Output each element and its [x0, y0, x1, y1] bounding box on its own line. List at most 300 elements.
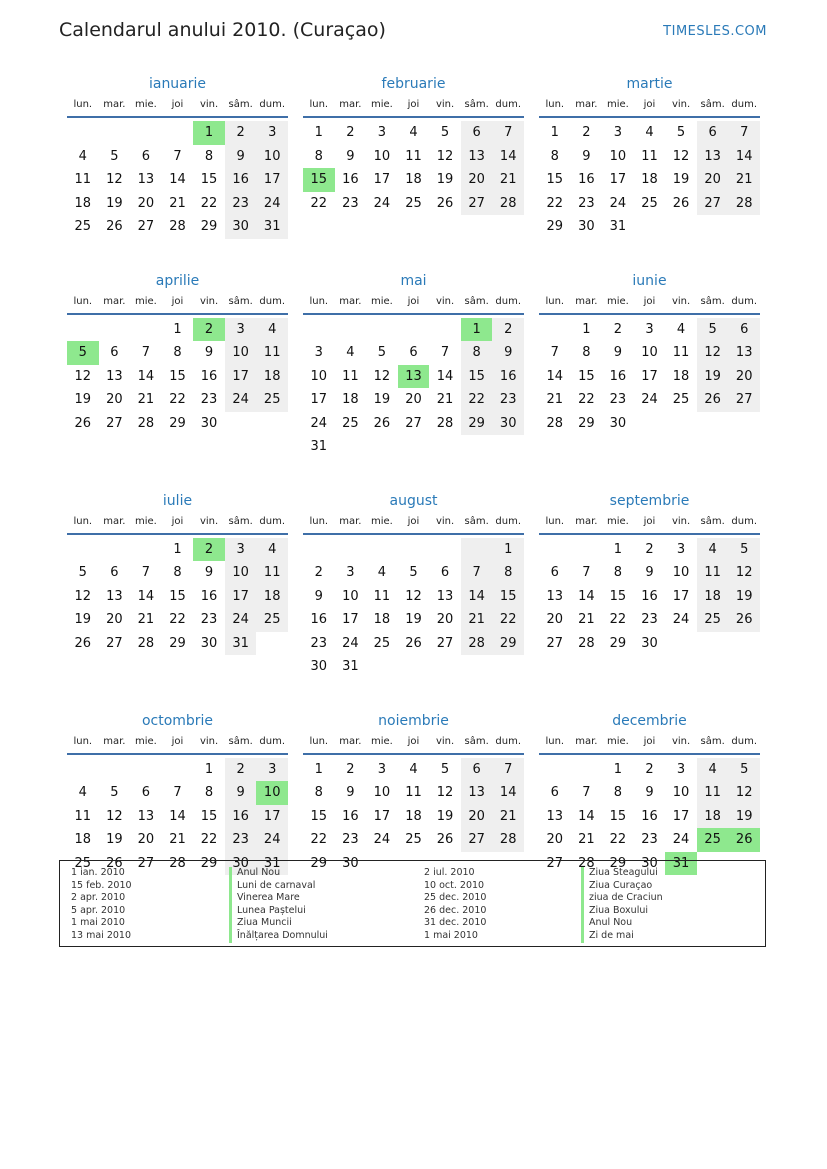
day-cell[interactable]: 7 — [461, 561, 493, 585]
day-cell[interactable]: 10 — [310, 368, 328, 384]
day-cell[interactable]: 16 — [342, 172, 359, 188]
day-cell[interactable]: 12 — [436, 785, 454, 801]
day-cell[interactable]: 13 — [546, 588, 564, 604]
day-cell[interactable]: 18 — [256, 365, 288, 389]
day-cell[interactable]: 14 — [461, 585, 493, 609]
day-cell[interactable]: 11 — [256, 561, 288, 585]
day-cell[interactable]: 23 — [492, 388, 524, 412]
day-cell[interactable]: 30 — [609, 415, 627, 431]
day-cell[interactable]: 14 — [137, 368, 155, 384]
day-cell[interactable]: 2 — [645, 761, 654, 777]
day-cell[interactable]: 27 — [461, 192, 493, 216]
day-cell[interactable]: 15 — [609, 588, 627, 604]
day-cell[interactable]: 21 — [578, 612, 595, 628]
day-cell[interactable]: 14 — [436, 368, 454, 384]
day-cell[interactable]: 30 — [310, 659, 328, 675]
day-cell[interactable]: 5 — [78, 565, 87, 581]
day-cell[interactable]: 31 — [342, 659, 359, 675]
day-cell[interactable]: 8 — [461, 341, 493, 365]
day-cell[interactable]: 22 — [169, 612, 186, 628]
day-cell[interactable]: 30 — [492, 412, 524, 436]
day-cell[interactable]: 28 — [169, 219, 186, 235]
day-cell[interactable]: 22 — [200, 832, 218, 848]
day-cell[interactable]: 6 — [461, 121, 493, 145]
day-cell[interactable]: 6 — [728, 318, 760, 342]
holiday-day-cell[interactable]: 31 — [665, 852, 697, 876]
day-cell[interactable]: 20 — [106, 612, 123, 628]
day-cell[interactable]: 12 — [436, 148, 454, 164]
day-cell[interactable]: 11 — [405, 785, 422, 801]
day-cell[interactable]: 14 — [169, 172, 186, 188]
day-cell[interactable]: 24 — [373, 832, 391, 848]
day-cell[interactable]: 19 — [697, 365, 729, 389]
day-cell[interactable]: 10 — [256, 145, 288, 169]
day-cell[interactable]: 9 — [613, 345, 623, 361]
day-cell[interactable]: 25 — [342, 415, 359, 431]
day-cell[interactable]: 23 — [342, 832, 359, 848]
day-cell[interactable]: 15 — [200, 172, 218, 188]
day-cell[interactable]: 12 — [728, 561, 760, 585]
day-cell[interactable]: 14 — [169, 808, 186, 824]
day-cell[interactable]: 1 — [314, 761, 323, 777]
day-cell[interactable]: 20 — [546, 832, 564, 848]
day-cell[interactable]: 21 — [436, 392, 454, 408]
day-cell[interactable]: 6 — [461, 758, 493, 782]
day-cell[interactable]: 28 — [137, 415, 155, 431]
day-cell[interactable]: 19 — [74, 612, 92, 628]
holiday-day-cell[interactable]: 2 — [193, 538, 225, 562]
day-cell[interactable]: 28 — [728, 192, 760, 216]
day-cell[interactable]: 11 — [405, 148, 422, 164]
day-cell[interactable]: 25 — [74, 855, 92, 871]
day-cell[interactable]: 20 — [137, 195, 155, 211]
day-cell[interactable]: 10 — [225, 561, 257, 585]
day-cell[interactable]: 14 — [492, 145, 524, 169]
day-cell[interactable]: 31 — [256, 215, 288, 239]
holiday-day-cell[interactable]: 15 — [303, 168, 335, 192]
day-cell[interactable]: 10 — [609, 148, 627, 164]
day-cell[interactable]: 29 — [310, 855, 328, 871]
day-cell[interactable]: 25 — [641, 195, 658, 211]
day-cell[interactable]: 15 — [609, 808, 627, 824]
day-cell[interactable]: 8 — [204, 785, 214, 801]
day-cell[interactable]: 10 — [641, 345, 658, 361]
day-cell[interactable]: 24 — [225, 388, 257, 412]
day-cell[interactable]: 28 — [461, 632, 493, 656]
day-cell[interactable]: 26 — [373, 415, 391, 431]
day-cell[interactable]: 25 — [256, 388, 288, 412]
day-cell[interactable]: 17 — [256, 805, 288, 829]
day-cell[interactable]: 12 — [74, 588, 92, 604]
day-cell[interactable]: 23 — [641, 832, 658, 848]
day-cell[interactable]: 24 — [373, 195, 391, 211]
day-cell[interactable]: 29 — [492, 632, 524, 656]
day-cell[interactable]: 18 — [342, 392, 359, 408]
day-cell[interactable]: 17 — [672, 588, 690, 604]
day-cell[interactable]: 19 — [373, 392, 391, 408]
day-cell[interactable]: 18 — [672, 368, 690, 384]
day-cell[interactable]: 2 — [346, 125, 355, 141]
day-cell[interactable]: 4 — [78, 785, 87, 801]
day-cell[interactable]: 6 — [141, 148, 151, 164]
day-cell[interactable]: 12 — [728, 781, 760, 805]
day-cell[interactable]: 14 — [492, 781, 524, 805]
day-cell[interactable]: 30 — [225, 215, 257, 239]
day-cell[interactable]: 19 — [74, 392, 92, 408]
day-cell[interactable]: 4 — [346, 345, 355, 361]
day-cell[interactable]: 29 — [169, 635, 186, 651]
day-cell[interactable]: 4 — [697, 538, 729, 562]
day-cell[interactable]: 12 — [106, 808, 123, 824]
day-cell[interactable]: 5 — [728, 758, 760, 782]
day-cell[interactable]: 16 — [225, 168, 257, 192]
day-cell[interactable]: 7 — [173, 785, 182, 801]
day-cell[interactable]: 22 — [461, 388, 493, 412]
day-cell[interactable]: 6 — [409, 345, 418, 361]
day-cell[interactable]: 4 — [409, 761, 418, 777]
day-cell[interactable]: 11 — [342, 368, 359, 384]
day-cell[interactable]: 22 — [546, 195, 564, 211]
day-cell[interactable]: 17 — [310, 392, 328, 408]
day-cell[interactable]: 15 — [169, 588, 186, 604]
day-cell[interactable]: 13 — [106, 368, 123, 384]
day-cell[interactable]: 20 — [137, 832, 155, 848]
day-cell[interactable]: 18 — [641, 172, 658, 188]
day-cell[interactable]: 27 — [461, 828, 493, 852]
day-cell[interactable]: 2 — [314, 565, 323, 581]
day-cell[interactable]: 27 — [137, 855, 155, 871]
day-cell[interactable]: 13 — [137, 808, 155, 824]
day-cell[interactable]: 17 — [672, 808, 690, 824]
day-cell[interactable]: 23 — [578, 195, 595, 211]
day-cell[interactable]: 27 — [106, 635, 123, 651]
day-cell[interactable]: 24 — [641, 392, 658, 408]
day-cell[interactable]: 17 — [342, 612, 359, 628]
day-cell[interactable]: 8 — [613, 565, 623, 581]
day-cell[interactable]: 20 — [546, 612, 564, 628]
day-cell[interactable]: 2 — [346, 761, 355, 777]
day-cell[interactable]: 9 — [346, 148, 355, 164]
day-cell[interactable]: 9 — [225, 145, 257, 169]
day-cell[interactable]: 16 — [200, 368, 218, 384]
day-cell[interactable]: 20 — [461, 805, 493, 829]
day-cell[interactable]: 31 — [310, 439, 328, 455]
day-cell[interactable]: 27 — [697, 192, 729, 216]
day-cell[interactable]: 20 — [405, 392, 422, 408]
day-cell[interactable]: 29 — [200, 219, 218, 235]
day-cell[interactable]: 5 — [377, 345, 387, 361]
holiday-day-cell[interactable]: 2 — [193, 318, 225, 342]
day-cell[interactable]: 28 — [169, 855, 186, 871]
day-cell[interactable]: 28 — [546, 415, 564, 431]
day-cell[interactable]: 30 — [641, 855, 658, 871]
day-cell[interactable]: 31 — [609, 219, 627, 235]
day-cell[interactable]: 10 — [672, 565, 690, 581]
day-cell[interactable]: 4 — [676, 321, 686, 337]
day-cell[interactable]: 25 — [405, 195, 422, 211]
day-cell[interactable]: 13 — [436, 588, 454, 604]
day-cell[interactable]: 22 — [492, 608, 524, 632]
day-cell[interactable]: 4 — [645, 125, 654, 141]
day-cell[interactable]: 30 — [578, 219, 595, 235]
day-cell[interactable]: 8 — [173, 345, 182, 361]
day-cell[interactable]: 19 — [106, 195, 123, 211]
day-cell[interactable]: 27 — [137, 219, 155, 235]
day-cell[interactable]: 22 — [609, 832, 627, 848]
holiday-day-cell[interactable]: 10 — [256, 781, 288, 805]
day-cell[interactable]: 28 — [578, 855, 595, 871]
day-cell[interactable]: 25 — [405, 832, 422, 848]
day-cell[interactable]: 27 — [728, 388, 760, 412]
day-cell[interactable]: 1 — [204, 761, 214, 777]
day-cell[interactable]: 18 — [74, 832, 92, 848]
day-cell[interactable]: 1 — [492, 538, 524, 562]
day-cell[interactable]: 8 — [582, 345, 591, 361]
day-cell[interactable]: 18 — [74, 195, 92, 211]
day-cell[interactable]: 13 — [546, 808, 564, 824]
day-cell[interactable]: 13 — [728, 341, 760, 365]
day-cell[interactable]: 14 — [546, 368, 564, 384]
day-cell[interactable]: 21 — [728, 168, 760, 192]
day-cell[interactable]: 24 — [225, 608, 257, 632]
holiday-day-cell[interactable]: 26 — [728, 828, 760, 852]
day-cell[interactable]: 17 — [609, 172, 627, 188]
day-cell[interactable]: 3 — [225, 318, 257, 342]
day-cell[interactable]: 26 — [106, 855, 123, 871]
day-cell[interactable]: 15 — [546, 172, 564, 188]
day-cell[interactable]: 26 — [106, 219, 123, 235]
day-cell[interactable]: 7 — [440, 345, 450, 361]
day-cell[interactable]: 15 — [492, 585, 524, 609]
day-cell[interactable]: 17 — [641, 368, 658, 384]
day-cell[interactable]: 20 — [106, 392, 123, 408]
day-cell[interactable]: 29 — [578, 415, 595, 431]
day-cell[interactable]: 8 — [314, 785, 323, 801]
day-cell[interactable]: 9 — [582, 148, 591, 164]
day-cell[interactable]: 9 — [645, 785, 654, 801]
day-cell[interactable]: 16 — [609, 368, 627, 384]
day-cell[interactable]: 26 — [436, 195, 454, 211]
day-cell[interactable]: 16 — [578, 172, 595, 188]
day-cell[interactable]: 2 — [613, 321, 623, 337]
day-cell[interactable]: 5 — [728, 538, 760, 562]
day-cell[interactable]: 7 — [582, 565, 591, 581]
day-cell[interactable]: 23 — [342, 195, 359, 211]
brand-logo[interactable]: TIMESLES.COM — [663, 24, 767, 39]
day-cell[interactable]: 14 — [728, 145, 760, 169]
day-cell[interactable]: 7 — [492, 121, 524, 145]
day-cell[interactable]: 11 — [697, 781, 729, 805]
day-cell[interactable]: 16 — [310, 612, 328, 628]
day-cell[interactable]: 20 — [728, 365, 760, 389]
day-cell[interactable]: 18 — [256, 585, 288, 609]
day-cell[interactable]: 5 — [440, 125, 450, 141]
day-cell[interactable]: 13 — [106, 588, 123, 604]
day-cell[interactable]: 20 — [461, 168, 493, 192]
day-cell[interactable]: 8 — [492, 561, 524, 585]
day-cell[interactable]: 9 — [314, 588, 323, 604]
day-cell[interactable]: 21 — [137, 612, 155, 628]
day-cell[interactable]: 21 — [546, 392, 564, 408]
day-cell[interactable]: 13 — [461, 145, 493, 169]
day-cell[interactable]: 3 — [377, 761, 387, 777]
day-cell[interactable]: 23 — [200, 392, 218, 408]
day-cell[interactable]: 10 — [672, 785, 690, 801]
day-cell[interactable]: 19 — [106, 832, 123, 848]
holiday-day-cell[interactable]: 13 — [398, 365, 430, 389]
day-cell[interactable]: 13 — [697, 145, 729, 169]
day-cell[interactable]: 21 — [578, 832, 595, 848]
day-cell[interactable]: 4 — [256, 318, 288, 342]
day-cell[interactable]: 15 — [461, 365, 493, 389]
day-cell[interactable]: 23 — [200, 612, 218, 628]
day-cell[interactable]: 9 — [225, 781, 257, 805]
day-cell[interactable]: 24 — [256, 192, 288, 216]
day-cell[interactable]: 13 — [137, 172, 155, 188]
day-cell[interactable]: 5 — [409, 565, 418, 581]
day-cell[interactable]: 2 — [645, 541, 654, 557]
day-cell[interactable]: 23 — [225, 192, 257, 216]
day-cell[interactable]: 12 — [373, 368, 391, 384]
day-cell[interactable]: 15 — [169, 368, 186, 384]
day-cell[interactable]: 15 — [310, 808, 328, 824]
day-cell[interactable]: 6 — [110, 345, 119, 361]
holiday-day-cell[interactable]: 25 — [697, 828, 729, 852]
day-cell[interactable]: 3 — [256, 758, 288, 782]
day-cell[interactable]: 27 — [405, 415, 422, 431]
day-cell[interactable]: 29 — [546, 219, 564, 235]
day-cell[interactable]: 7 — [728, 121, 760, 145]
day-cell[interactable]: 12 — [74, 368, 92, 384]
day-cell[interactable]: 30 — [200, 415, 218, 431]
day-cell[interactable]: 31 — [225, 632, 257, 656]
day-cell[interactable]: 17 — [373, 172, 391, 188]
day-cell[interactable]: 8 — [173, 565, 182, 581]
day-cell[interactable]: 16 — [492, 365, 524, 389]
day-cell[interactable]: 22 — [310, 832, 328, 848]
day-cell[interactable]: 21 — [492, 168, 524, 192]
day-cell[interactable]: 23 — [310, 635, 328, 651]
day-cell[interactable]: 4 — [78, 148, 87, 164]
day-cell[interactable]: 27 — [106, 415, 123, 431]
day-cell[interactable]: 10 — [373, 785, 391, 801]
day-cell[interactable]: 26 — [405, 635, 422, 651]
day-cell[interactable]: 11 — [256, 341, 288, 365]
day-cell[interactable]: 9 — [492, 341, 524, 365]
holiday-day-cell[interactable]: 5 — [67, 341, 99, 365]
day-cell[interactable]: 28 — [492, 828, 524, 852]
day-cell[interactable]: 22 — [609, 612, 627, 628]
day-cell[interactable]: 7 — [141, 565, 151, 581]
day-cell[interactable]: 12 — [697, 341, 729, 365]
day-cell[interactable]: 26 — [728, 608, 760, 632]
day-cell[interactable]: 6 — [550, 785, 559, 801]
day-cell[interactable]: 25 — [697, 608, 729, 632]
day-cell[interactable]: 19 — [405, 612, 422, 628]
day-cell[interactable]: 26 — [672, 195, 690, 211]
day-cell[interactable]: 17 — [225, 585, 257, 609]
day-cell[interactable]: 8 — [613, 785, 623, 801]
day-cell[interactable]: 3 — [225, 538, 257, 562]
day-cell[interactable]: 1 — [314, 125, 323, 141]
day-cell[interactable]: 10 — [342, 588, 359, 604]
day-cell[interactable]: 16 — [641, 588, 658, 604]
day-cell[interactable]: 7 — [173, 148, 182, 164]
day-cell[interactable]: 3 — [676, 761, 686, 777]
day-cell[interactable]: 26 — [74, 415, 92, 431]
day-cell[interactable]: 25 — [256, 608, 288, 632]
day-cell[interactable]: 24 — [310, 415, 328, 431]
day-cell[interactable]: 5 — [110, 148, 119, 164]
day-cell[interactable]: 7 — [582, 785, 591, 801]
day-cell[interactable]: 12 — [672, 148, 690, 164]
day-cell[interactable]: 19 — [436, 808, 454, 824]
day-cell[interactable]: 7 — [550, 345, 559, 361]
day-cell[interactable]: 19 — [728, 585, 760, 609]
day-cell[interactable]: 18 — [373, 612, 391, 628]
day-cell[interactable]: 21 — [169, 832, 186, 848]
day-cell[interactable]: 26 — [74, 635, 92, 651]
day-cell[interactable]: 11 — [373, 588, 391, 604]
day-cell[interactable]: 11 — [697, 561, 729, 585]
day-cell[interactable]: 16 — [342, 808, 359, 824]
day-cell[interactable]: 24 — [609, 195, 627, 211]
day-cell[interactable]: 1 — [613, 541, 623, 557]
day-cell[interactable]: 1 — [582, 321, 591, 337]
day-cell[interactable]: 1 — [173, 541, 182, 557]
day-cell[interactable]: 28 — [578, 635, 595, 651]
day-cell[interactable]: 27 — [546, 855, 564, 871]
day-cell[interactable]: 18 — [405, 172, 422, 188]
day-cell[interactable]: 3 — [346, 565, 355, 581]
day-cell[interactable]: 11 — [641, 148, 658, 164]
day-cell[interactable]: 17 — [256, 168, 288, 192]
day-cell[interactable]: 25 — [373, 635, 391, 651]
day-cell[interactable]: 12 — [106, 172, 123, 188]
day-cell[interactable]: 5 — [440, 761, 450, 777]
day-cell[interactable]: 16 — [200, 588, 218, 604]
day-cell[interactable]: 6 — [440, 565, 450, 581]
day-cell[interactable]: 6 — [697, 121, 729, 145]
day-cell[interactable]: 14 — [578, 808, 595, 824]
day-cell[interactable]: 8 — [204, 148, 214, 164]
day-cell[interactable]: 2 — [582, 125, 591, 141]
day-cell[interactable]: 24 — [342, 635, 359, 651]
day-cell[interactable]: 14 — [137, 588, 155, 604]
day-cell[interactable]: 2 — [492, 318, 524, 342]
day-cell[interactable]: 17 — [225, 365, 257, 389]
day-cell[interactable]: 3 — [256, 121, 288, 145]
day-cell[interactable]: 4 — [256, 538, 288, 562]
day-cell[interactable]: 4 — [697, 758, 729, 782]
holiday-day-cell[interactable]: 1 — [193, 121, 225, 145]
holiday-day-cell[interactable]: 1 — [461, 318, 493, 342]
day-cell[interactable]: 6 — [141, 785, 151, 801]
day-cell[interactable]: 5 — [697, 318, 729, 342]
day-cell[interactable]: 20 — [436, 612, 454, 628]
day-cell[interactable]: 30 — [225, 852, 257, 876]
day-cell[interactable]: 30 — [200, 635, 218, 651]
day-cell[interactable]: 22 — [310, 195, 328, 211]
day-cell[interactable]: 18 — [697, 585, 729, 609]
day-cell[interactable]: 10 — [373, 148, 391, 164]
day-cell[interactable]: 12 — [405, 588, 422, 604]
day-cell[interactable]: 21 — [492, 805, 524, 829]
day-cell[interactable]: 25 — [74, 219, 92, 235]
day-cell[interactable]: 9 — [645, 565, 654, 581]
day-cell[interactable]: 1 — [173, 321, 182, 337]
day-cell[interactable]: 29 — [169, 415, 186, 431]
